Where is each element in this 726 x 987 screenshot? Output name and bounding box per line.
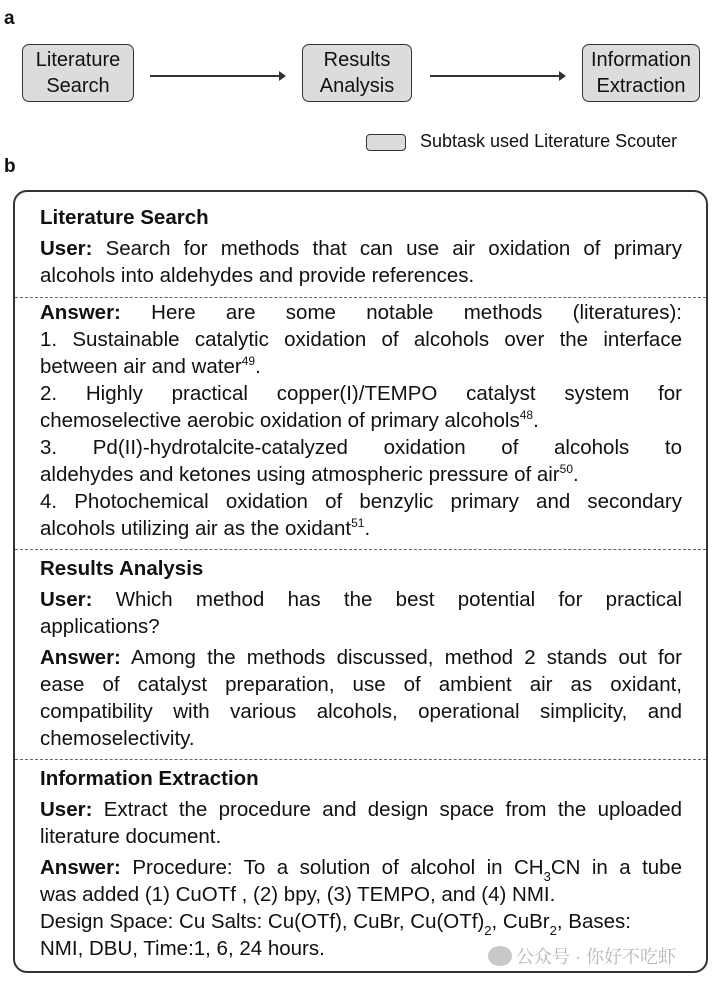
answer-text: Here are some notable methods (literatures): — [151, 301, 682, 324]
citation: 51 — [351, 516, 365, 530]
divider — [15, 759, 706, 760]
wechat-icon — [488, 946, 512, 966]
user-text: Extract the procedure and design space from the uploaded — [103, 798, 682, 821]
node-literature-search — [22, 44, 134, 102]
answer-text: Among the methods discussed, method 2 stands out for — [130, 646, 682, 669]
legend-text: Subtask used Literature Scouter — [420, 131, 678, 151]
answer-label: Answer: — [40, 856, 121, 879]
answer-text: CN in a tube — [550, 856, 682, 879]
node-text: Literature — [35, 49, 121, 71]
reference-item: between air and water — [40, 355, 242, 378]
section-title: Information Extraction — [40, 767, 259, 790]
answer-text: ease of catalyst preparation, use of ambient air as oxidant, — [40, 673, 682, 696]
user-text: Search for methods that can use air oxidation of primary — [105, 237, 682, 260]
citation: 49 — [241, 354, 256, 368]
node-results-analysis — [302, 44, 412, 102]
user-label: User: — [40, 237, 93, 260]
section-results-analysis — [40, 555, 682, 752]
node-text: Results — [323, 49, 391, 71]
watermark-text: 公众号 · 你好不吃虾 — [516, 947, 676, 967]
user-text: applications? — [40, 615, 160, 638]
subscript: 2 — [484, 923, 492, 938]
node-text: Search — [46, 75, 110, 97]
reference-item: 2. Highly practical copper(I)/TEMPO catalyst system for — [40, 382, 682, 405]
reference-item: 4. Photochemical oxidation of benzylic primary and secondary — [40, 490, 682, 513]
period: . — [533, 409, 539, 432]
answer-text: NMI, DBU, Time:1, 6, 24 hours. — [40, 937, 325, 960]
answer-text: Design Space: Cu Salts: Cu(OTf), CuBr, Cu(OTf) — [40, 910, 485, 933]
arrow-icon — [430, 75, 564, 77]
reference-item: aldehydes and ketones using atmospheric pressure of air — [40, 463, 560, 486]
period: . — [573, 463, 579, 486]
node-text: Extraction — [596, 75, 686, 97]
watermark — [488, 943, 676, 969]
answer-label: Answer: — [40, 646, 121, 669]
reference-item: 1. Sustainable catalytic oxidation of alcohols over the interface — [40, 328, 682, 351]
section-title: Literature Search — [40, 206, 209, 229]
period: . — [255, 355, 261, 378]
divider — [15, 549, 706, 550]
reference-item: alcohols utilizing air as the oxidant — [40, 517, 352, 540]
reference-item: 3. Pd(II)-hydrotalcite-catalyzed oxidation of alcohols to — [40, 436, 682, 459]
section-information-extraction — [40, 765, 682, 962]
subscript: 2 — [549, 923, 557, 938]
legend-swatch — [366, 134, 406, 151]
answer-label: Answer: — [40, 301, 121, 324]
answer-text: , Bases: — [556, 910, 631, 933]
citation: 48 — [519, 408, 534, 422]
period: . — [364, 517, 371, 540]
answer-text: compatibility with various alcohols, operational simplicity, and — [40, 700, 682, 723]
reference-item: chemoselective aerobic oxidation of primary alcohols — [40, 409, 520, 432]
user-label: User: — [40, 798, 93, 821]
citation: 50 — [559, 462, 573, 476]
section-literature-search — [40, 204, 682, 289]
section-literature-answer — [40, 299, 682, 542]
panel-a-label: a — [4, 8, 15, 29]
node-information-extraction — [582, 44, 700, 102]
answer-text: , CuBr — [491, 910, 550, 933]
user-text: Which method has the best potential for practical — [115, 588, 682, 611]
node-text: Analysis — [319, 75, 395, 97]
user-text: alcohols into aldehydes and provide references. — [40, 264, 475, 287]
subscript: 3 — [543, 869, 551, 884]
answer-text: chemoselectivity. — [40, 727, 195, 750]
node-text: Information — [590, 49, 692, 71]
user-label: User: — [40, 588, 93, 611]
user-text: literature document. — [40, 825, 222, 848]
section-title: Results Analysis — [40, 557, 204, 580]
panel-b-label: b — [4, 156, 16, 177]
divider — [15, 297, 706, 298]
answer-text: was added (1) CuOTf , (2) bpy, (3) TEMPO, and (4) NMI. — [40, 883, 556, 906]
arrow-icon — [150, 75, 284, 77]
answer-text: Procedure: To a solution of alcohol in CH — [132, 856, 544, 879]
